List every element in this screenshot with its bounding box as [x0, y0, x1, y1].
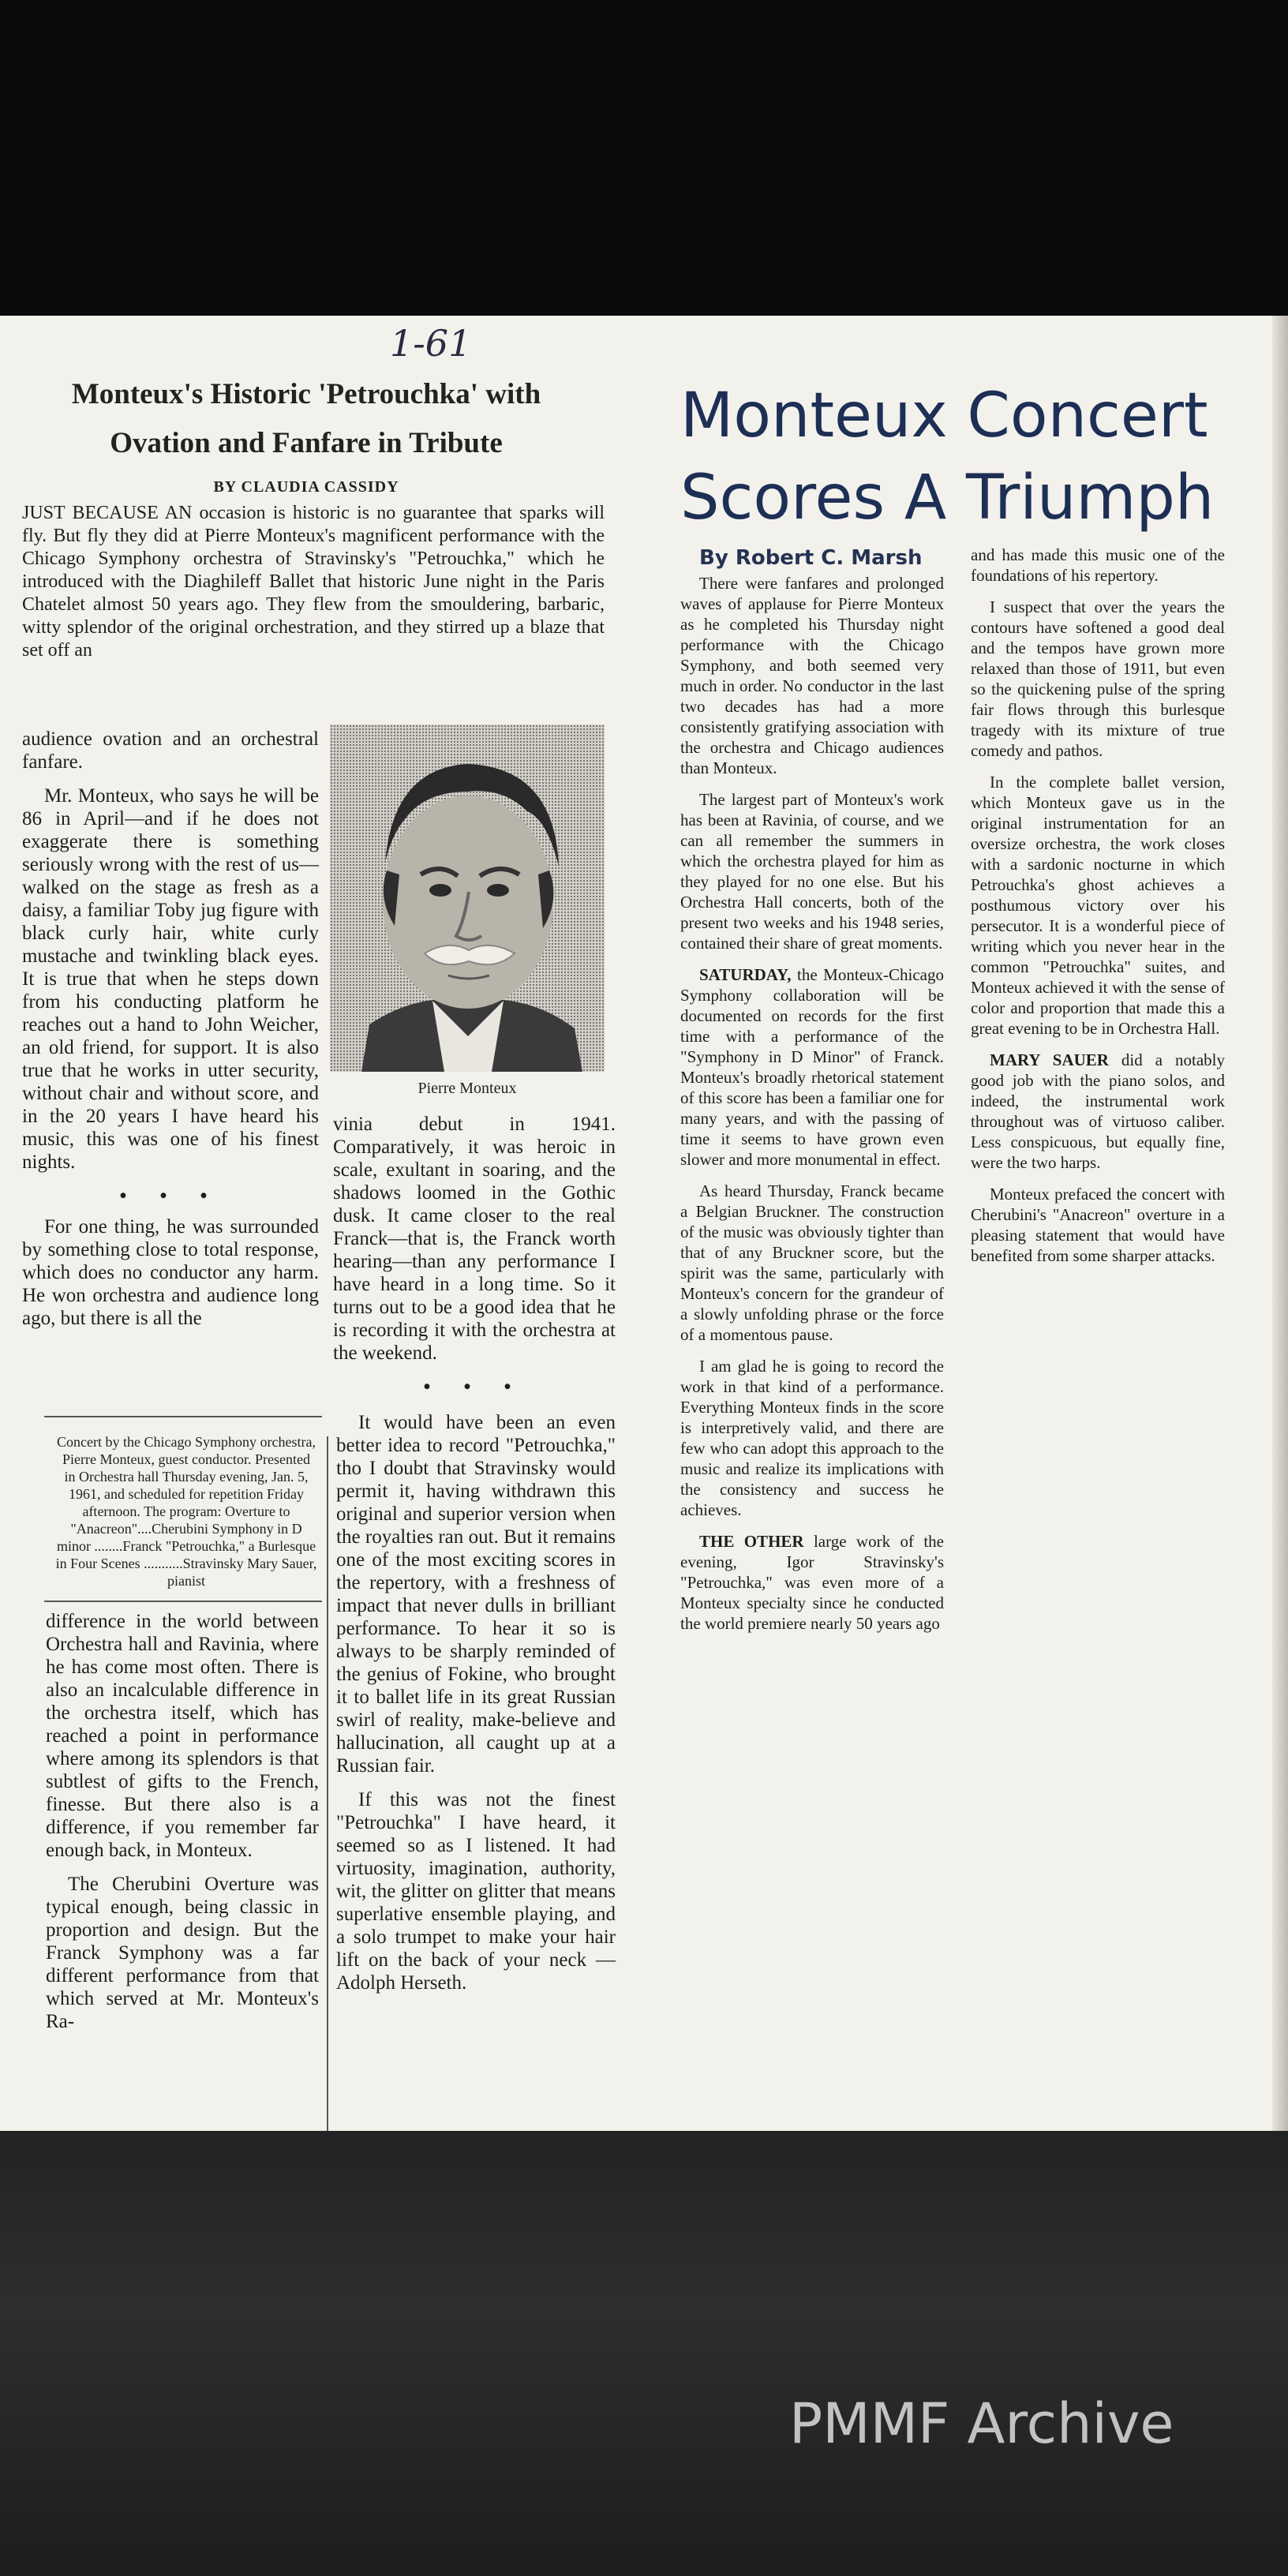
left-headline-line2: Ovation and Fanfare in Tribute [110, 427, 503, 459]
right-title-line2: Scores A Triumph [680, 462, 1215, 534]
watermark: PMMF Archive [789, 2391, 1174, 2456]
left-byline: BY CLAUDIA CASSIDY [213, 478, 399, 496]
right-col2-p1: and has made this music one of the foundations of his repertory. [971, 545, 1225, 585]
right-col1 [680, 573, 944, 1645]
right-col2-p2: I suspect that over the years the contours have softened a good deal and the tempos have grown more relaxed than those of 1911, but even so the quickening pulse of the spring fair flows through this burlesque tragedy with its mixture of true comedy and pathos. [971, 597, 1225, 760]
left-col2-bottom-p2: If this was not the finest "Petrouchka" I have heard, it seemed so as I listened. It had virtuosity, imagination, authority, wit, the glitter on glitter that means superlative ensemble playing, and a solo trumpet to make your hair lift on the back of your neck —Adolph Herseth. [336, 1789, 616, 1994]
right-col2 [971, 545, 1225, 1277]
left-col1-bottom-p2: The Cherubini Overture was typical enough, being classic in proportion and design. But the Franck Symphony was a far different performance from that which served at Mr. Monteux's Ra- [46, 1874, 319, 2032]
section-divider-2: • • • [423, 1376, 526, 1398]
left-col1-p3: For one thing, he was surrounded by something close to total response, which does no conductor any harm. He won orchestra and audience long ago, but there is all the [22, 1216, 319, 1329]
right-title-line1: Monteux Concert [680, 380, 1208, 451]
right-col1-p1: There were fanfares and prolonged waves of applause for Pierre Monteux as he completed his Thursday night performance with the Chicago Symphony, and both seemed very much in order. No conductor in the last two decades has had a more consistently gratifying association with the orchestra and Chicago audiences than Monteux. [680, 574, 944, 777]
right-col2-p4: MARY SAUER did a notably good job with the piano solos, and indeed, the instrumental work throughout was of virtuoso caliber. Less conspicuous, but equally fine, were the two harps. [971, 1050, 1225, 1172]
newspaper-clipping [0, 316, 1288, 2131]
paper-right-edge [1272, 316, 1288, 2131]
right-col2-p3: In the complete ballet version, which Monteux gave us in the original instrumentation for an oversize orchestra, the work closes with a sardonic nocturne in which Petrouchka's ghost achieves a posthumous victory over his persecutor. It is a wonderful piece of writing which you never hear in the common "Petrouchka" suites, and Monteux achieved it with the sense of color and proportion that made this a great evening to be in Orchestra Hall. [971, 773, 1225, 1038]
concert-info-box: Concert by the Chicago Symphony orchestra, Pierre Monteux, guest conductor. Presented in Orchestra hall Thursday evening, Jan. 5, 1961, and scheduled for repetition Friday afternoon. The program: Overture to "Anacreon"....Cherubini Symphony in D minor ........Franck "Petrouchka," a Burlesque in Four Scenes ...........Stravinsky Mary Sauer, pianist [55, 1434, 317, 1589]
right-byline: By Robert C. Marsh [699, 546, 923, 570]
left-col1-bottom [46, 1610, 319, 2044]
info-box-bottom-rule [44, 1601, 322, 1602]
photo-caption: Pierre Monteux [417, 1080, 517, 1097]
left-col1-top [22, 728, 319, 1341]
portrait-photo [330, 724, 605, 1072]
left-col2-p1: vinia debut in 1941. Comparatively, it was heroic in scale, exultant in soaring, and the shadows loomed in the Gothic dusk. It came closer to the real Franck—that is, the Franck worth hearing—than any performance I have heard in a long time. So it turns out to be a good idea that he is recording it with the orchestra at the weekend. [333, 1114, 616, 1364]
left-col2-bottom [336, 1411, 616, 2005]
right-col1-p6: THE OTHER large work of the evening, Igor Stravinsky's "Petrouchka," was even more of a Monteux specialty since he conducted the world premiere nearly 50 years ago [680, 1532, 944, 1633]
handwritten-date: 1-61 [390, 322, 472, 365]
info-box-top-rule [44, 1416, 322, 1417]
dark-background-bottom [0, 2131, 1288, 2576]
left-col2-top [333, 1113, 616, 1402]
left-lead-paragraph: JUST BECAUSE AN occasion is historic is no guarantee that sparks will fly. But fly they did at Pierre Monteux's magnificent performance with the Chicago Symphony orchestra of Stravinsky's "Petrouchka," which he introduced with the Diaghileff Ballet that historic June night in the Paris Chatelet almost 50 years ago. They flew from the smouldering, barbaric, witty splendor of the original orchestration, and they stirred up a blaze that set off an [22, 503, 605, 661]
right-col1-p5: I am glad he is going to record the work in that kind of a performance. Everything Monteux finds in the score is interpretively valid, and there are few who can adopt this approach to the music and realize its implications with the consistency and success he achieves. [680, 1357, 944, 1519]
column-rule [327, 1436, 328, 2131]
dark-background-top [0, 0, 1288, 316]
left-col2-bottom-p1: It would have been an even better idea to record "Petrouchka," tho I doubt that Stravinsky would permit it, having withdrawn this original and superior version when the royalties ran out. But it remains one of the most exciting scores in the repertory, with a freshness of impact that never dulls in brilliant performance. To hear it so is always to be sharply reminded of the genius of Fokine, who brought it to ballet life in its great Russian swirl of reality, make-believe and hallucination, all caught up at a Russian fair. [336, 1412, 616, 1777]
left-col1-bottom-p1: difference in the world between Orchestra hall and Ravinia, where he has come most often. There is also an incalculable difference in the orchestra itself, which has reached a point in performance where among its splendors is that subtlest of gifts to the French, finesse. But there also is a difference, if you remember far enough back, in Monteux. [46, 1611, 319, 1861]
pierre-monteux-portrait [330, 724, 605, 1072]
section-divider: • • • [119, 1185, 222, 1207]
right-col2-p5: Monteux prefaced the concert with Cherubini's "Anacreon" overture in a pleasing statement that would have benefited from some sharper attacks. [971, 1185, 1225, 1265]
right-col1-p3: SATURDAY, the Monteux-Chicago Symphony collaboration will be documented on records for the first time with a performance of the "Symphony in D Minor" of Franck. Monteux's broadly rhetorical statement of this score has been a familiar one for many years, and with the passing of time it seems to have grown even slower and more monumental in effect. [680, 965, 944, 1169]
left-headline-line1: Monteux's Historic 'Petrouchka' with [71, 378, 541, 410]
right-col1-p2: The largest part of Monteux's work has been at Ravinia, of course, and we can all remember the summers in which the orchestra played for him as they played for no one else. But his Orchestra Hall concerts, both of the present two weeks and his 1948 series, contained their share of great moments. [680, 790, 944, 953]
left-col1-p2: Mr. Monteux, who says he will be 86 in April—and if he does not exaggerate there is something seriously wrong with the rest of us—walked on the stage as fresh as a daisy, a familiar Toby jug figure with black curly hair, white curly mustache and twinkling black eyes. It is true that when he steps down from his conducting platform he reaches out a hand to John Weicher, an old friend, for support. It is also true that he works in utter security, without chair and without score, and in the 20 years I have heard his music, this was one of his finest nights. [22, 785, 319, 1173]
right-col1-p4: As heard Thursday, Franck became a Belgian Bruckner. The construction of the music was obviously tighter than that of any Bruckner score, but the spirit was the same, particularly with Monteux's concern for the grandeur of a slowly unfolding phrase or the force of a momentous pause. [680, 1181, 944, 1344]
left-col1-p1: audience ovation and an orchestral fanfare. [22, 728, 319, 773]
